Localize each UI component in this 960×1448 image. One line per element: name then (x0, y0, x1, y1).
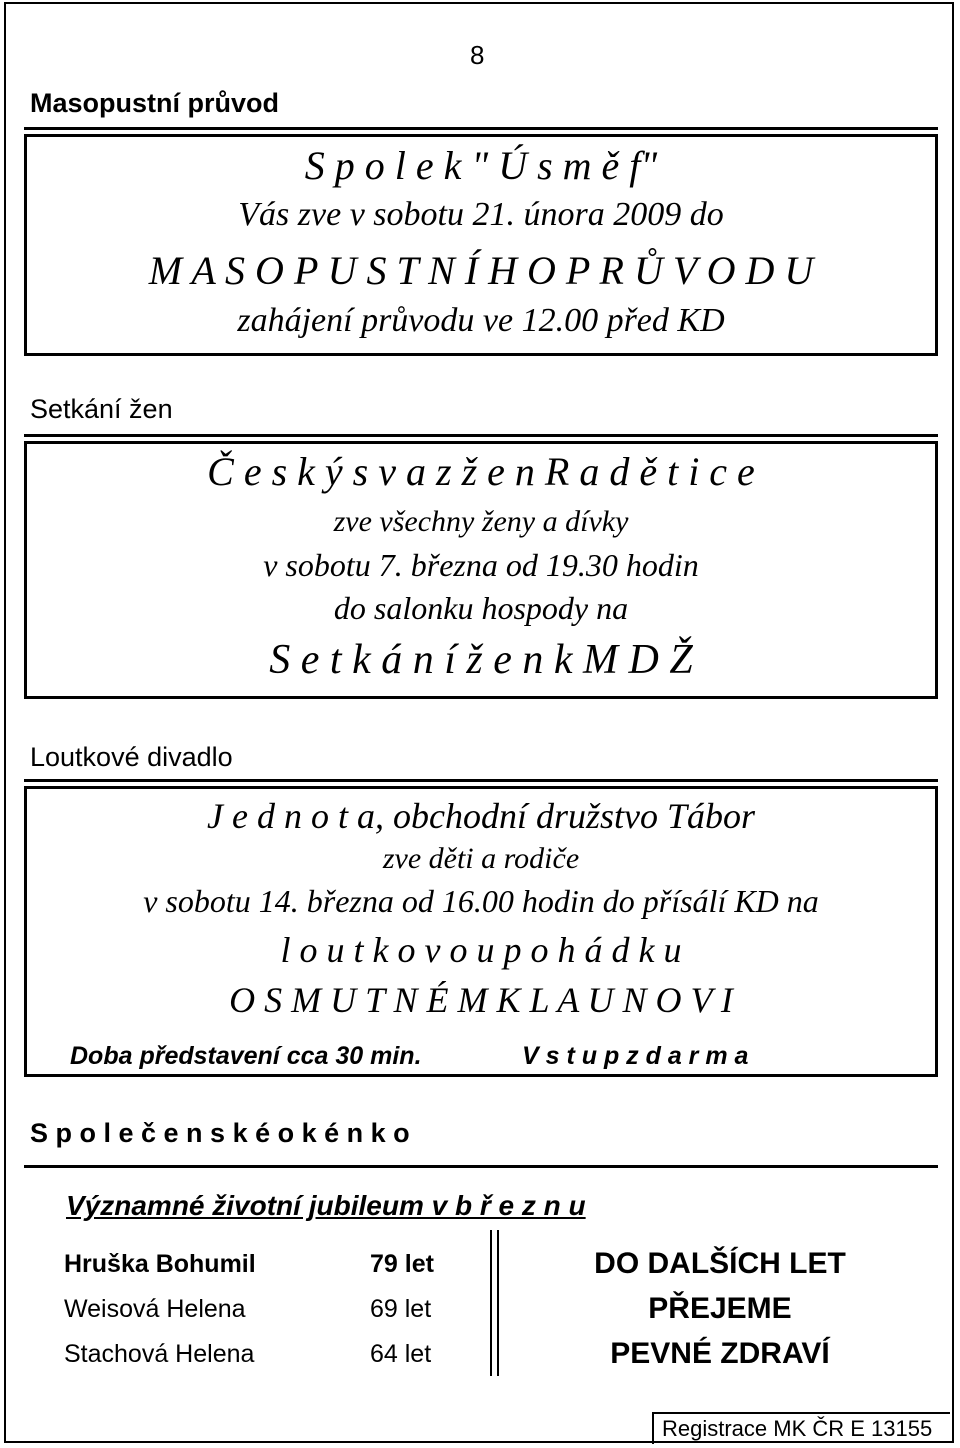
jubilee-age: 64 let (370, 1340, 432, 1368)
registration-footer: Registrace MK ČR E 13155 (652, 1412, 950, 1444)
organizer-title: J e d n o t a, obchodní družstvo Tábor (207, 796, 755, 836)
show-title: O S M U T N É M K L A U N O V I (229, 980, 733, 1020)
organizer-title: Č e s k ý s v a z ž e n R a d ě t i c e (207, 449, 755, 494)
date-line: v sobotu 14. března od 16.00 hodin do přísálí KD na (143, 883, 819, 919)
event-title: S e t k á n í ž e n k M D Ž (269, 637, 693, 683)
show-duration: Doba představení cca 30 min. (70, 1042, 422, 1070)
jubilee-age: 79 let (370, 1250, 434, 1278)
free-entry: V s t u p z d a r m a (522, 1042, 749, 1070)
section-rule (24, 779, 938, 782)
section-rule (24, 127, 938, 130)
column-divider (490, 1230, 492, 1376)
event-title: M A S O P U S T N Í H O P R Ů V O D U (148, 248, 814, 293)
invitation-line: zve všechny ženy a dívky (333, 505, 629, 538)
invitation-line: zve děti a rodiče (382, 842, 580, 875)
jubilee-name: Hruška Bohumil (64, 1250, 256, 1278)
jubilee-name: Stachová Helena (64, 1340, 255, 1368)
jubilee-name: Weisová Helena (64, 1295, 246, 1323)
organizer-title: S p o l e k " Ú s m ě f" (304, 143, 658, 188)
event-start-line: zahájení průvodu ve 12.00 před KD (237, 302, 725, 339)
section-rule (24, 1165, 938, 1168)
wish-line: PEVNÉ ZDRAVÍ (610, 1337, 830, 1370)
section-heading-masopust: Masopustní průvod (30, 88, 279, 118)
column-divider (497, 1230, 499, 1376)
invitation-line: Vás zve v sobotu 21. února 2009 do (238, 196, 724, 233)
jubilee-age: 69 let (370, 1295, 432, 1323)
section-heading-divadlo: Loutkové divadlo (30, 742, 233, 772)
section-heading-setkani: Setkání žen (30, 394, 173, 424)
page-number: 8 (470, 40, 485, 70)
venue-line: do salonku hospody na (333, 590, 629, 626)
show-type-line: l o u t k o v o u p o h á d k u (280, 930, 682, 970)
wish-line: PŘEJEME (648, 1292, 792, 1325)
date-line: v sobotu 7. března od 19.30 hodin (263, 547, 699, 583)
wish-line: DO DALŠÍCH LET (594, 1247, 846, 1280)
section-heading-okenko: S p o l e č e n s k é o k é n k o (30, 1118, 410, 1148)
section-rule (24, 434, 938, 437)
jubilee-subheading: Významné životní jubileum v b ř e z n u (66, 1190, 586, 1221)
